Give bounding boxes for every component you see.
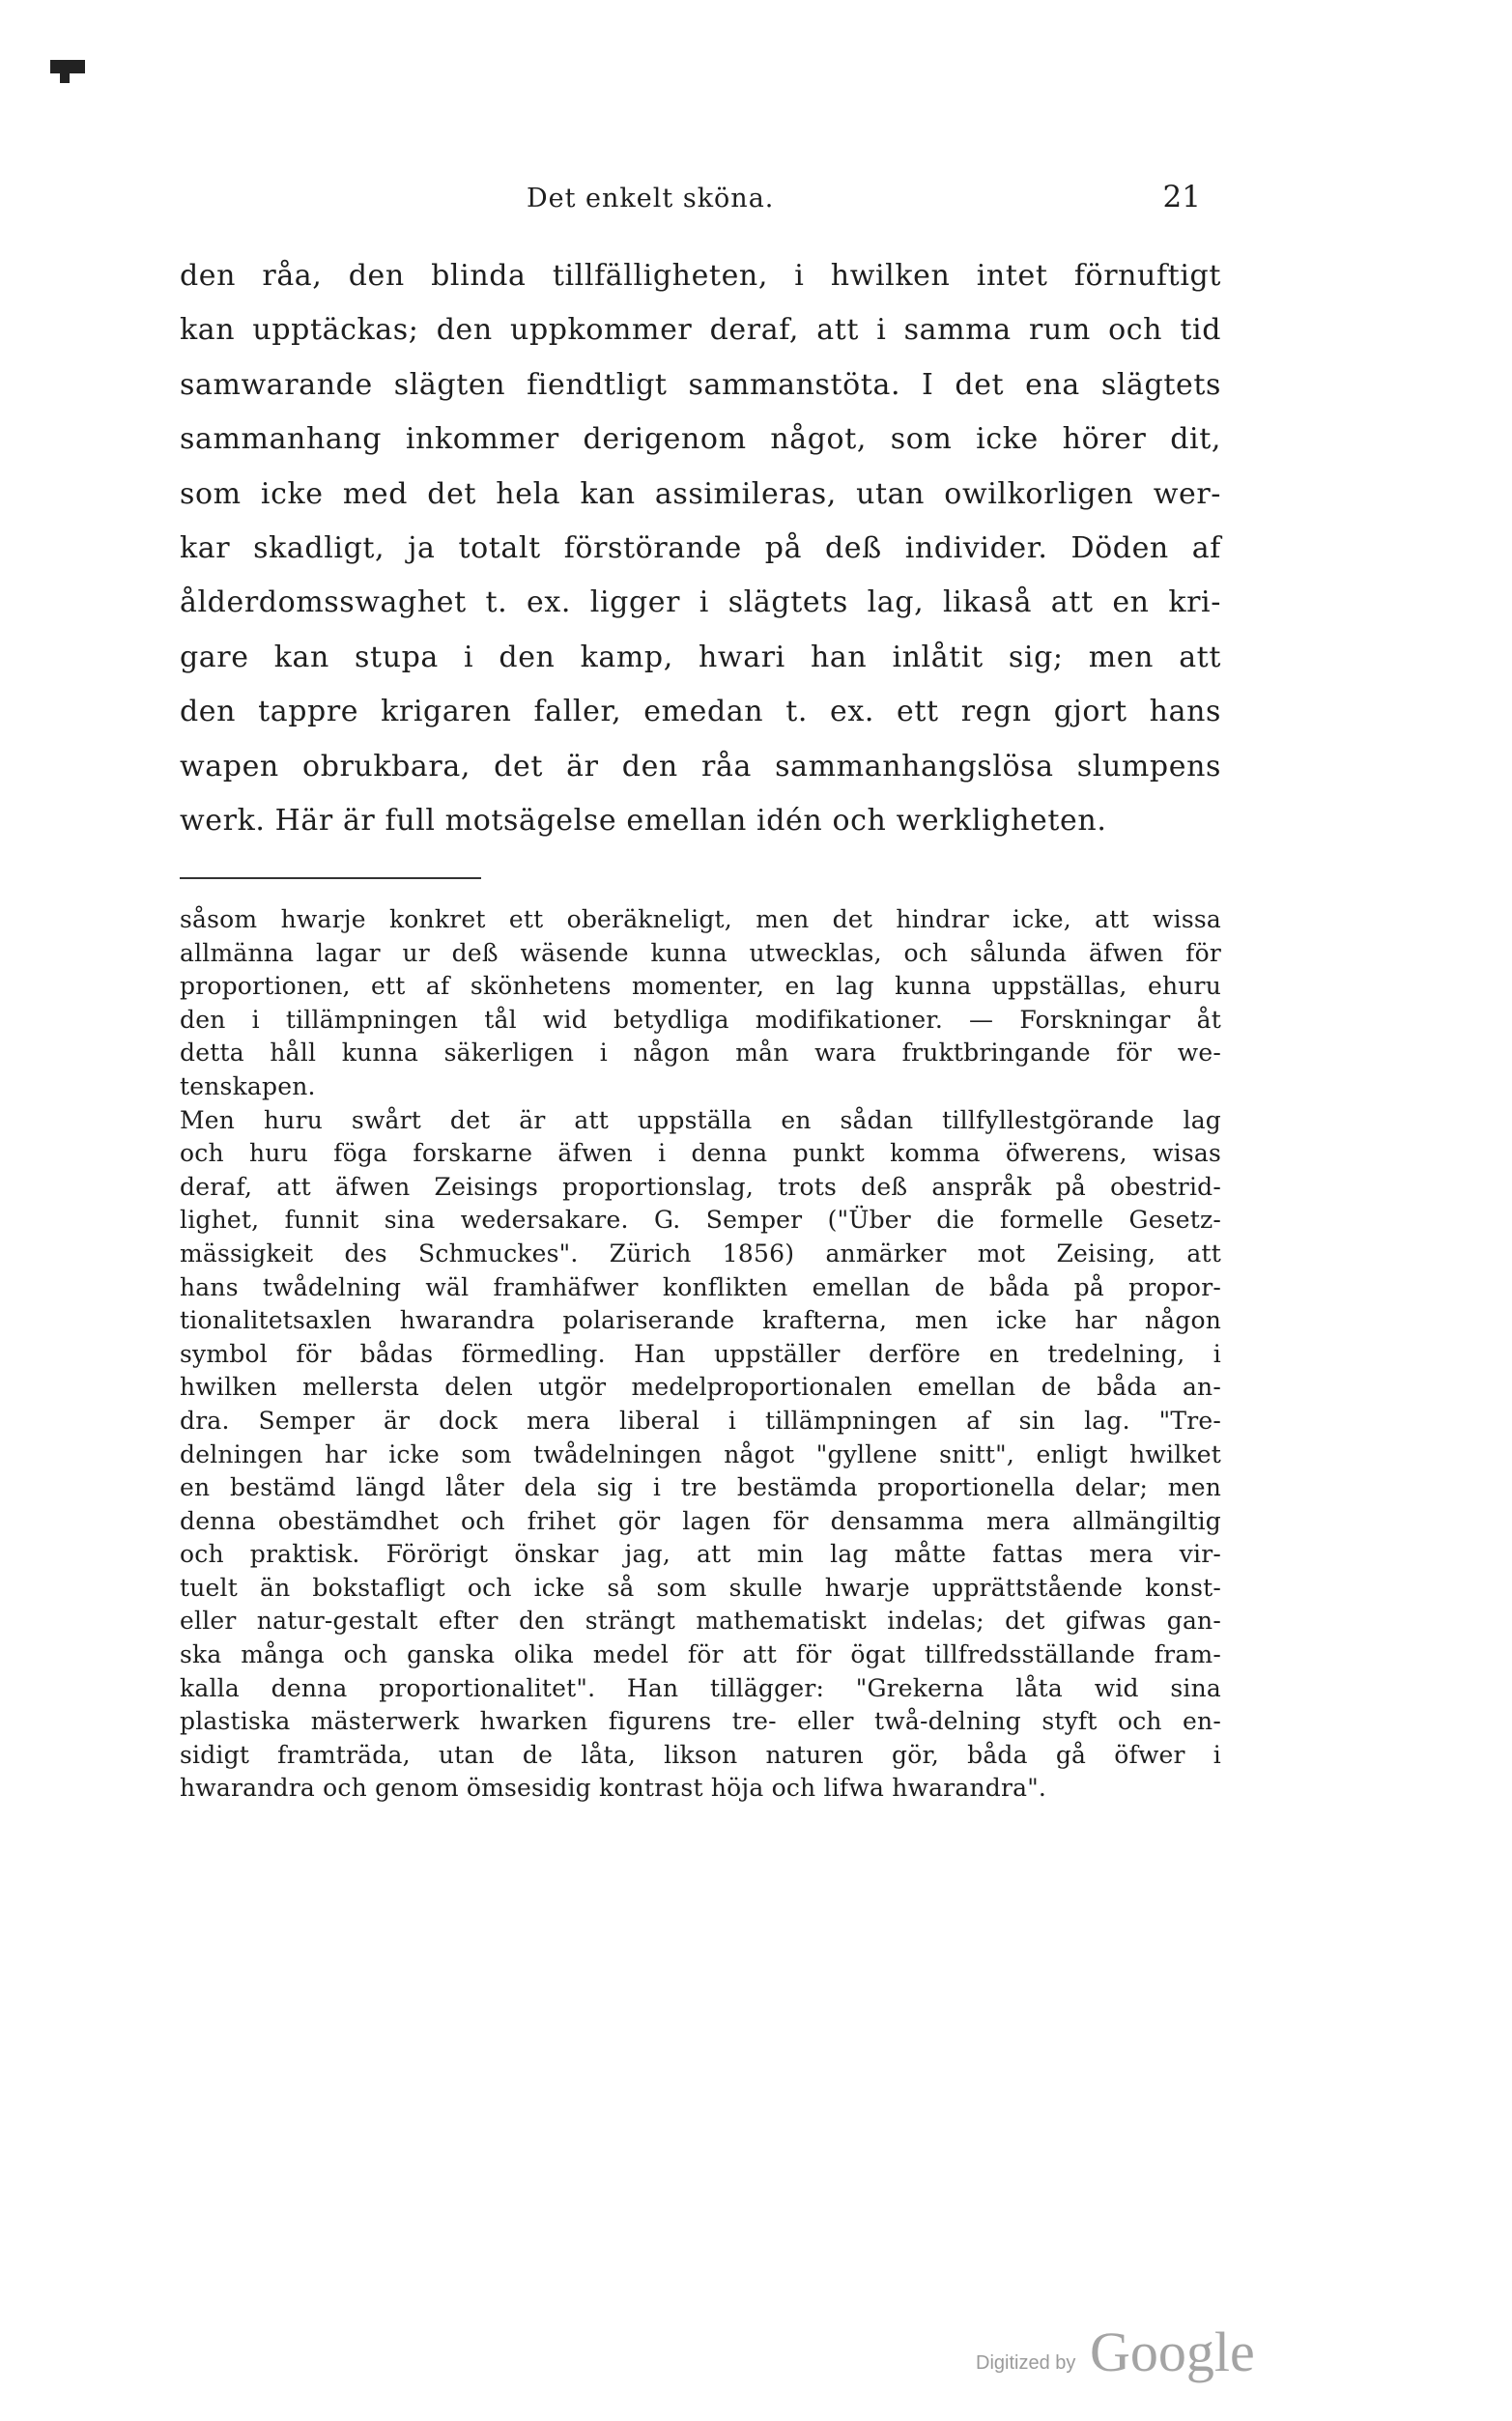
text-line: som icke med det hela kan assimileras, utan owilkorligen wer-	[180, 476, 1221, 511]
footnote-line: kalla denna proportionalitet". Han tillägger: "Grekerna låta wid sina	[180, 1673, 1221, 1702]
page-header	[179, 180, 1222, 222]
text-line: ålderdomsswaghet t. ex. ligger i slägtets lag, likaså att en kri-	[180, 585, 1221, 620]
text-line: gare kan stupa i den kamp, hwari han inlåtit sig; men att	[180, 640, 1221, 674]
footnotes	[180, 903, 1221, 1806]
text-line: samwarande slägten fiendtligt sammanstöta. I det ena slägtets	[180, 367, 1221, 402]
footnote-line: en bestämd längd låter dela sig i tre bestämda proportionella delar; men	[180, 1473, 1221, 1502]
footnote-line: sidigt framträda, utan de låta, likson naturen gör, båda gå öfwer i	[180, 1740, 1221, 1769]
footnote-line: tuelt än bokstafligt och icke så som skulle hwarje upprättstående konst-	[180, 1573, 1221, 1602]
footnote-line: tenskapen.	[180, 1071, 316, 1100]
footnote-line: hwilken mellersta delen utgör medelproportionalen emellan de båda an-	[180, 1373, 1221, 1402]
footnote-line: tionalitetsaxlen hwarandra polariserande krafterna, men icke har någon	[180, 1306, 1221, 1335]
footnote-line: plastiska mästerwerk hwarken figurens tre- eller twå-delning styft och en-	[180, 1707, 1221, 1736]
footnote-separator	[180, 877, 481, 879]
watermark-prefix: Digitized by	[976, 2352, 1076, 2374]
footnote-line: detta håll kunna säkerligen i någon mån wara fruktbringande för we-	[180, 1039, 1221, 1068]
footnote-line: denna obestämdhet och frihet gör lagen för densamma mera allmängiltig	[180, 1506, 1221, 1535]
footnote-line: delningen har icke som twådelningen något "gyllene snitt", enligt hwilket	[180, 1439, 1221, 1468]
running-title: Det enkelt sköna.	[527, 184, 775, 214]
footnote-line: proportionen, ett af skönhetens momenter, en lag kunna uppställas, ehuru	[180, 972, 1221, 1001]
footnote-line: och huru föga forskarne äfwen i denna punkt komma öfwerens, wisas	[180, 1139, 1221, 1168]
footnote-line: eller natur-gestalt efter den strängt mathematiskt indelas; det gifwas gan-	[180, 1607, 1221, 1636]
footnote-line: mässigkeit des Schmuckes". Zürich 1856) anmärker mot Zeising, att	[180, 1239, 1221, 1267]
footnote-line: dra. Semper är dock mera liberal i tillämpningen af sin lag. "Tre-	[180, 1406, 1221, 1435]
footnote-line: deraf, att äfwen Zeisings proportionslag, trots deß anspråk på obestrid-	[180, 1172, 1221, 1201]
main-text	[180, 249, 1221, 848]
text-line: den råa, den blinda tillfälligheten, i hwilken intet förnuftigt	[180, 259, 1221, 293]
google-logo: Google	[1090, 2321, 1255, 2383]
footnote-line: hans twådelning wäl framhäfwer konflikten emellan de båda på propor-	[180, 1272, 1221, 1301]
text-line: kar skadligt, ja totalt förstörande på deß individer. Döden af	[180, 531, 1221, 566]
page-number: 21	[1162, 180, 1201, 214]
footnote-line: allmänna lagar ur deß wäsende kunna utwecklas, och sålunda äfwen för	[180, 938, 1221, 967]
footnote-line: hwarandra och genom ömsesidig kontrast höja och lifwa hwarandra".	[180, 1774, 1047, 1803]
footnote-line: den i tillämpningen tål wid betydliga modifikationer. — Forskningar åt	[180, 1005, 1221, 1034]
scan-corner-mark	[50, 60, 85, 73]
footnote-line: och praktisk. Förörigt önskar jag, att min lag måtte fattas mera vir-	[180, 1540, 1221, 1569]
footnote-line: symbol för bådas förmedling. Han uppställer derföre en tredelning, i	[180, 1339, 1221, 1368]
footnote-line: lighet, funnit sina wedersakare. G. Semper ("Über die formelle Gesetz-	[180, 1206, 1221, 1235]
text-line: kan upptäckas; den uppkommer deraf, att i samma rum och tid	[180, 313, 1221, 348]
footnote-line: Men huru swårt det är att uppställa en sådan tillfyllestgörande lag	[180, 1105, 1221, 1134]
text-line: den tappre krigaren faller, emedan t. ex. ett regn gjort hans	[180, 695, 1221, 729]
footnote-line: ska många och ganska olika medel för att för ögat tillfredsställande fram-	[180, 1640, 1221, 1669]
text-line: werk. Här är full motsägelse emellan idén och werkligheten.	[180, 804, 1107, 839]
footnote-line: såsom hwarje konkret ett oberäkneligt, men det hindrar icke, att wissa	[180, 905, 1221, 933]
google-watermark	[976, 2323, 1266, 2381]
text-line: sammanhang inkommer derigenom något, som icke hörer dit,	[180, 422, 1221, 457]
text-line: wapen obrukbara, det är den råa sammanhangslösa slumpens	[180, 749, 1221, 783]
